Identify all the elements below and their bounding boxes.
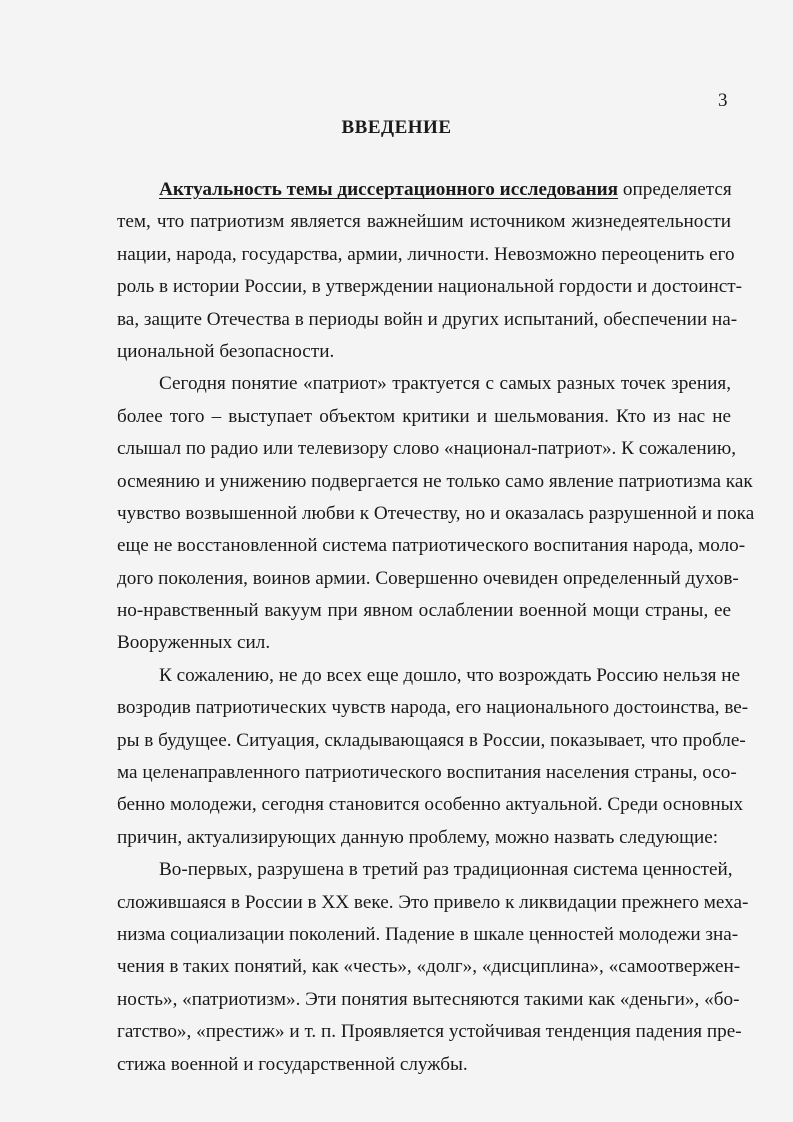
- paragraph: [117, 854, 749, 1081]
- paragraph: [117, 368, 755, 660]
- text-line: причин, актуализирующих данную проблему, можно назвать следующие:: [117, 826, 719, 848]
- text-line: более того – выступает объектом критики и шельмования. Кто из нас не: [117, 405, 731, 427]
- page-title: ВВЕДЕНИЕ: [341, 117, 452, 138]
- text-line: чения в таких понятий, как «честь», «долг», «дисциплина», «самоотвержен-: [117, 956, 741, 978]
- text-line: гатство», «престиж» и т. п. Проявляется устойчивая тенденция падения пре-: [117, 1021, 742, 1043]
- text-line: тем, что патриотизм является важнейшим источником жизнедеятельности: [117, 211, 731, 233]
- text-line: чувство возвышенной любви к Отечеству, но и оказалась разрушенной и пока: [117, 502, 755, 524]
- text-line: низма социализации поколений. Падение в шкале ценностей молодежи зна-: [117, 923, 739, 945]
- body-text: [117, 174, 755, 1081]
- text-fragment: определяется: [618, 179, 732, 200]
- text-line: ва, защите Отечества в периоды войн и других испытаний, обеспечении на-: [117, 308, 738, 330]
- text-line: осмеянию и унижению подвергается не только само явление патриотизма как: [117, 470, 753, 492]
- text-line: К сожалению, не до всех еще дошло, что возрождать Россию нельзя не: [159, 664, 741, 686]
- paragraph: [117, 174, 743, 368]
- text-line: дого поколения, воинов армии. Совершенно очевиден определенный духов-: [117, 567, 739, 589]
- text-line: слышал по радио или телевизору слово «национал-патриот». К сожалению,: [117, 438, 737, 460]
- text-line: Вооруженных сил.: [117, 632, 271, 654]
- text-line: сложившаяся в России в XX веке. Это привело к ликвидации прежнего меха-: [117, 891, 749, 913]
- text-line: Сегодня понятие «патриот» трактуется с самых разных точек зрения,: [159, 373, 731, 395]
- text-line: ры в будущее. Ситуация, складывающаяся в России, показывает, что пробле-: [117, 729, 746, 751]
- text-line: роль в истории России, в утверждении национальной гордости и достоинст-: [117, 276, 743, 298]
- text-line: но-нравственный вакуум при явном ослаблении военной мощи страны, ее: [117, 600, 731, 622]
- emphasized-phrase: Актуальность темы диссертационного исследования: [159, 179, 619, 200]
- text-line: бенно молодежи, сегодня становится особенно актуальной. Среди основных: [117, 794, 744, 816]
- page-number: 3: [718, 90, 728, 111]
- text-line: Во-первых, разрушена в третий раз традиционная система ценностей,: [159, 859, 733, 881]
- text-line: [117, 174, 731, 206]
- text-line: возродив патриотических чувств народа, его национального достоинства, ве-: [117, 697, 749, 719]
- text-line: еще не восстановленной система патриотического воспитания народа, моло-: [117, 535, 746, 557]
- text-line: стижа военной и государственной службы.: [117, 1053, 468, 1075]
- text-line: ность», «патриотизм». Эти понятия вытесняются такими как «деньги», «бо-: [117, 988, 740, 1010]
- text-line: циональной безопасности.: [117, 340, 335, 362]
- text-line: ма целенаправленного патриотического воспитания населения страны, осо-: [117, 762, 737, 784]
- paragraph: [117, 660, 749, 854]
- text-line: нации, народа, государства, армии, личности. Невозможно переоценить его: [117, 243, 735, 265]
